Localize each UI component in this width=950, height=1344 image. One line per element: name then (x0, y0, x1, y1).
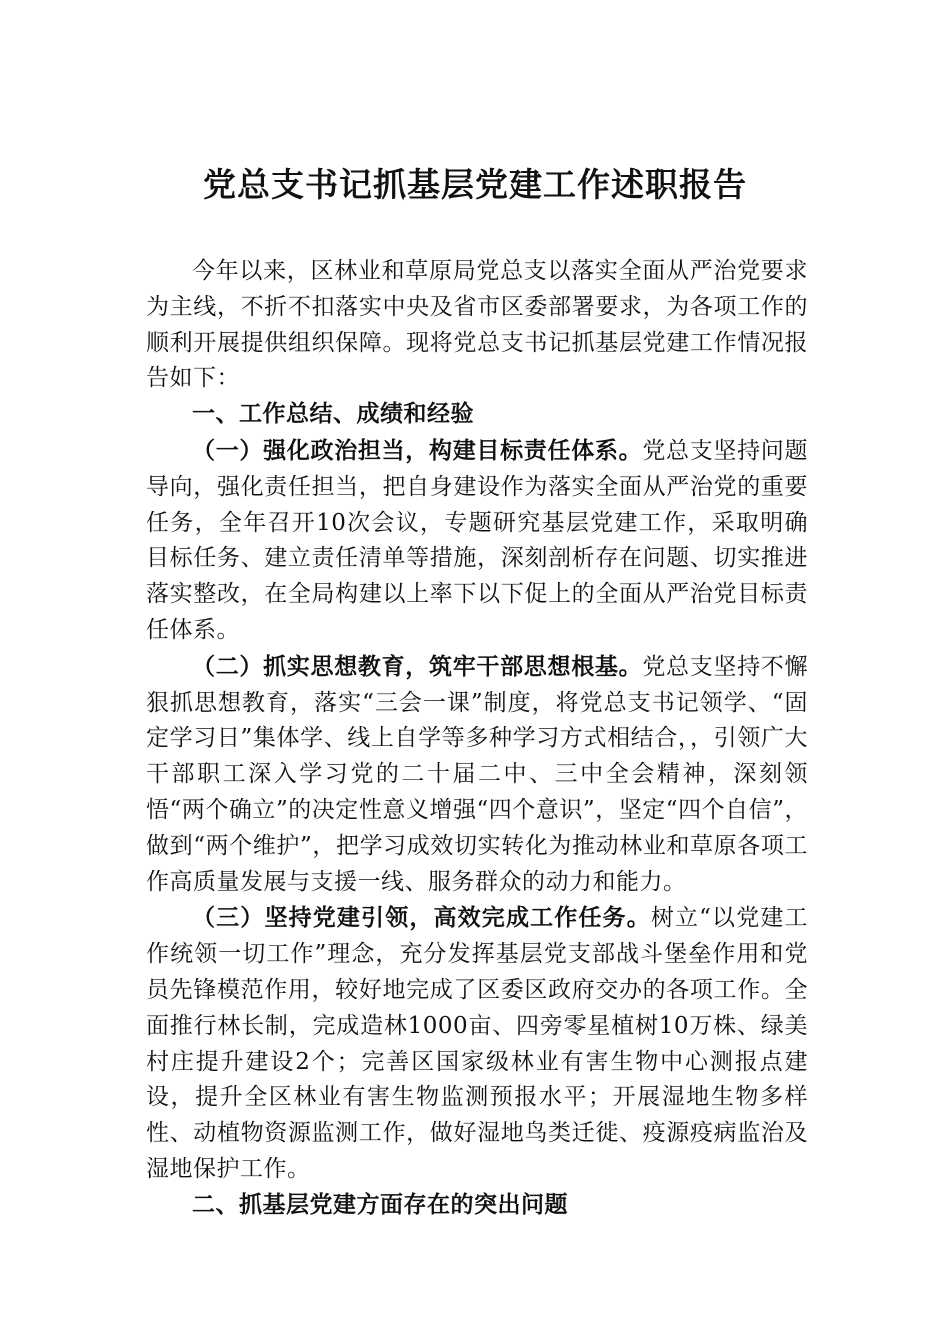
document-body (146, 254, 808, 1224)
section-heading-1: 一、工作总结、成绩和经验 (192, 401, 474, 428)
paragraph-text: 党总支坚持不懈狠抓思想教育，落实“三会一课”制度，将党总支书记领学、“固定学习日”集体学、线上自学等多种学习方式相结合，，引领广大干部职工深入学习党的二十届二中、三中全会精神，深刻领悟“两个确立”的决定性意义增强“四个意识”，坚定“四个自信”，做到“两个维护”，把学习成效切实转化为推动林业和草原各项工作高质量发展与支援一线、服务群众的动力和能力。 (146, 653, 809, 895)
paragraph-item-2 (146, 649, 808, 901)
intro-paragraph: 今年以来，区林业和草原局党总支以落实全面从严治党要求为主线，不折不扣落实中央及省市区委部署要求，为各项工作的顺利开展提供组织保障。现将党总支书记抓基层党建工作情况报告如下： (146, 258, 808, 392)
paragraph-lead: （二）抓实思想教育，筑牢干部思想根基。 (192, 652, 643, 680)
paragraph-text: 党总支坚持问题导向，强化责任担当，把自身建设作为落实全面从严治党的重要任务，全年召开10次会议，专题研究基层党建工作，采取明确目标任务、建立责任清单等措施，深刻剖析存在问题、切实推进落实整改，在全局构建以上率下以下促上的全面从严治党目标责任体系。 (146, 437, 809, 643)
paragraph-lead: （三）坚持党建引领，高效完成工作任务。 (192, 904, 651, 932)
document-title: 党总支书记抓基层党建工作述职报告 (203, 165, 747, 204)
paragraph-lead: （一）强化政治担当，构建目标责任体系。 (192, 436, 643, 464)
paragraph-text: 树立“以党建工作统领一切工作”理念，充分发挥基层党支部战斗堡垒作用和党员先锋模范作用，较好地完成了区委区政府交办的各项工作。全面推行林长制，完成造林1000亩、四旁零星植树10万株、绿美村庄提升建设2个；完善区国家级林业有害生物中心测报点建设，提升全区林业有害生物监测预报水平；开展湿地生物多样性、动植物资源监测工作，做好湿地鸟类迁徙、疫源疫病监治及湿地保护工作。 (146, 905, 808, 1182)
section-heading-2: 二、抓基层党建方面存在的突出问题 (192, 1191, 568, 1218)
paragraph-item-1 (146, 433, 808, 649)
paragraph-item-3 (146, 900, 808, 1187)
